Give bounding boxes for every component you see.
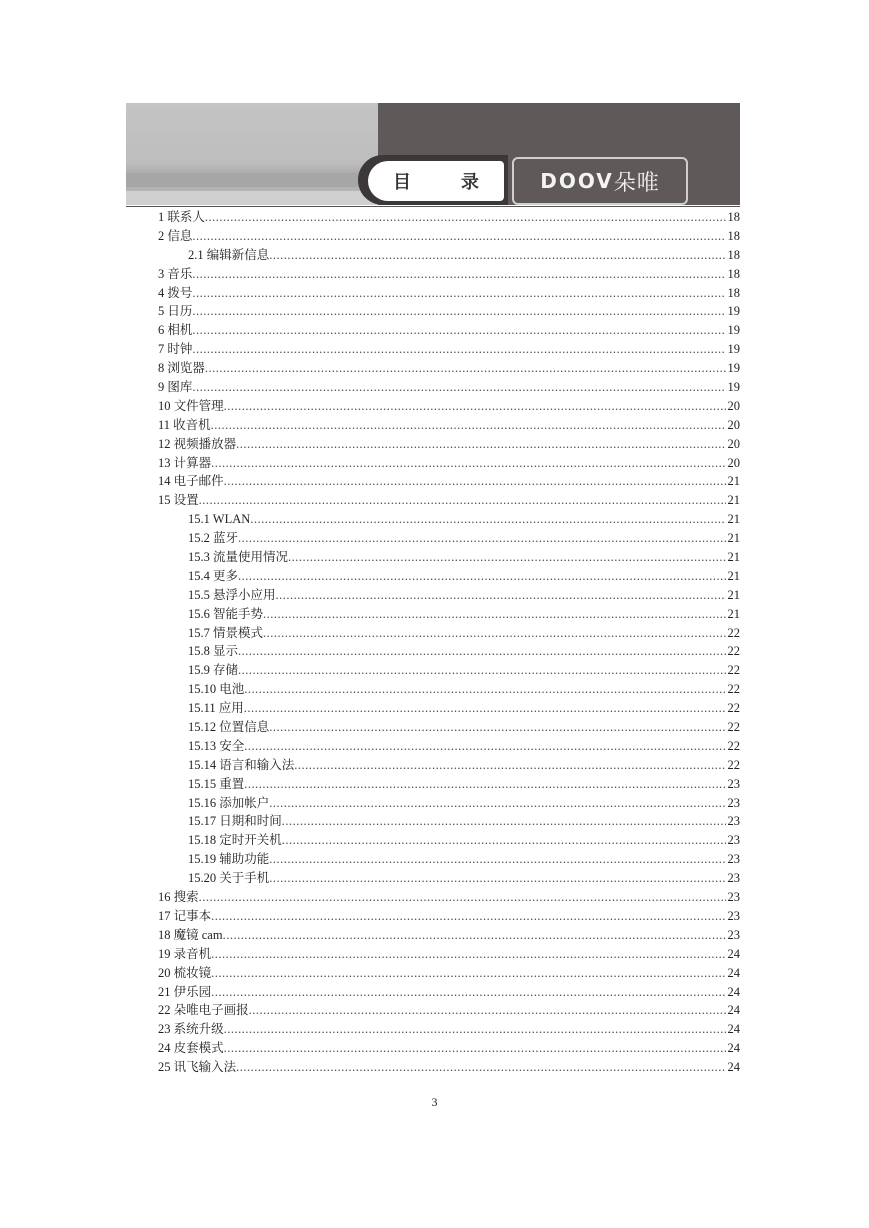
toc-leader-dots (244, 680, 725, 699)
toc-entry[interactable] (158, 907, 740, 926)
toc-entry-label: 15.13 安全 (188, 738, 245, 753)
toc-entry[interactable] (158, 718, 740, 737)
toc-entry-page: 23 (727, 814, 740, 829)
toc-entry[interactable] (158, 416, 740, 435)
toc-entry-page: 23 (727, 890, 740, 905)
toc-leader-dots (238, 642, 725, 661)
toc-entry-page: 24 (727, 946, 740, 961)
toc-entry-label: 15.12 位置信息 (188, 720, 270, 735)
toc-entry-page: 18 (727, 285, 740, 300)
toc-entry[interactable] (158, 567, 740, 586)
toc-entry[interactable] (158, 775, 740, 794)
page-title (368, 161, 504, 201)
toc-leader-dots (192, 378, 725, 397)
toc-entry-label: 15 设置 (158, 493, 199, 508)
toc-entry-label: 10 文件管理 (158, 398, 224, 413)
toc-leader-dots (192, 321, 725, 340)
toc-entry-page: 22 (727, 682, 740, 697)
toc-entry[interactable] (158, 510, 740, 529)
toc-entry[interactable] (158, 737, 740, 756)
toc-entry-label: 1 联系人 (158, 209, 205, 224)
toc-entry[interactable] (158, 321, 740, 340)
toc-leader-dots (192, 340, 725, 359)
toc-leader-dots (236, 435, 725, 454)
toc-leader-dots (282, 831, 726, 850)
toc-entry-page: 21 (727, 531, 740, 546)
toc-entry-page: 19 (727, 380, 740, 394)
toc-entry[interactable] (158, 964, 740, 983)
toc-entry-label: 16 搜索 (158, 890, 199, 905)
brand-latin: DOOV (540, 169, 614, 193)
toc-entry[interactable] (158, 359, 740, 378)
toc-entry-page: 19 (727, 361, 740, 376)
toc-entry[interactable] (158, 435, 740, 454)
toc-entry-page: 22 (727, 738, 740, 753)
toc-entry[interactable] (158, 1039, 740, 1058)
toc-leader-dots (269, 794, 725, 813)
toc-leader-dots (224, 1039, 726, 1058)
toc-entry-page: 24 (727, 1060, 740, 1075)
toc-entry[interactable] (158, 472, 740, 491)
toc-entry-label: 12 视频播放器 (158, 436, 237, 451)
toc-leader-dots (263, 624, 725, 643)
toc-leader-dots (211, 907, 725, 926)
toc-leader-dots (238, 661, 725, 680)
toc-entry-page: 24 (727, 1041, 740, 1056)
toc-leader-dots (269, 850, 725, 869)
toc-entry-label: 2 信息 (158, 228, 193, 243)
toc-entry[interactable] (158, 661, 740, 680)
brand-cn: 朵唯 (613, 170, 660, 196)
toc-leader-dots (211, 945, 725, 964)
toc-entry-page: 18 (727, 228, 740, 243)
toc-entry[interactable] (158, 208, 740, 227)
toc-entry-page: 19 (727, 342, 740, 357)
toc-leader-dots (250, 510, 725, 529)
toc-leader-dots (269, 246, 725, 265)
toc-entry-label: 15.16 添加帐户 (188, 795, 270, 810)
toc-leader-dots (244, 775, 725, 794)
toc-entry-label: 15.11 应用 (188, 701, 244, 716)
toc-entry-label: 22 朵唯电子画报 (158, 1003, 249, 1018)
toc-entry[interactable] (158, 945, 740, 964)
header-rule (126, 206, 740, 207)
toc-entry-page: 23 (727, 871, 740, 886)
toc-entry-page: 20 (727, 436, 740, 451)
toc-entry[interactable] (158, 850, 740, 869)
toc-leader-dots (192, 265, 725, 284)
toc-entry-label: 18 魔镜 cam (158, 927, 223, 942)
toc-entry[interactable] (158, 642, 740, 661)
toc-entry-label: 20 梳妆镜 (158, 965, 212, 980)
toc-leader-dots (244, 699, 726, 718)
toc-entry-page: 24 (727, 965, 740, 980)
toc-entry-label: 24 皮套模式 (158, 1041, 224, 1056)
toc-entry-label: 15.5 悬浮小应用 (188, 587, 276, 602)
toc-entry-label: 7 时钟 (158, 342, 193, 357)
toc-leader-dots (249, 1001, 726, 1020)
toc-leader-dots (192, 284, 725, 303)
toc-leader-dots (192, 227, 725, 246)
toc-leader-dots (224, 1020, 726, 1039)
toc-entry-page: 21 (727, 512, 740, 527)
toc-entry-label: 15.14 语言和输入法 (188, 757, 295, 772)
toc-entry-page: 20 (727, 398, 740, 413)
toc-leader-dots (199, 491, 726, 510)
toc-entry-page: 18 (727, 209, 740, 224)
toc-entry-page: 21 (727, 587, 740, 602)
toc-entry[interactable] (158, 227, 740, 246)
toc-entry-label: 15.19 辅助功能 (188, 852, 270, 867)
toc-entry-label: 15.8 显示 (188, 644, 239, 659)
toc-entry[interactable] (158, 284, 740, 303)
toc-entry-page: 23 (727, 927, 740, 942)
toc-entry[interactable] (158, 529, 740, 548)
toc-entry-page: 22 (727, 625, 740, 640)
title-char: 目 (393, 172, 411, 193)
header-banner (126, 103, 740, 205)
toc-entry-label: 8 浏览器 (158, 361, 205, 376)
toc-entry[interactable] (158, 756, 740, 775)
toc-entry-page: 22 (727, 701, 740, 716)
toc-entry-label: 15.1 WLAN (188, 512, 251, 527)
toc-entry-label: 19 录音机 (158, 946, 212, 961)
brand-logo (512, 157, 688, 205)
toc-leader-dots (276, 586, 726, 605)
toc-entry-label: 15.20 关于手机 (188, 871, 270, 886)
toc-entry-label: 2.1 编辑新信息 (188, 247, 270, 262)
toc-entry-page: 19 (727, 323, 740, 338)
toc-entry[interactable] (158, 586, 740, 605)
toc-entry-page: 19 (727, 304, 740, 319)
table-of-contents (158, 208, 740, 1077)
toc-entry-page: 24 (727, 1022, 740, 1037)
toc-leader-dots (223, 926, 726, 945)
toc-leader-dots (224, 397, 726, 416)
toc-entry-page: 23 (727, 908, 740, 923)
toc-entry-label: 15.6 智能手势 (188, 606, 264, 621)
toc-leader-dots (236, 1058, 725, 1077)
toc-leader-dots (244, 737, 725, 756)
toc-entry-page: 20 (727, 417, 740, 432)
toc-entry-page: 24 (727, 1003, 740, 1018)
toc-leader-dots (269, 718, 725, 737)
toc-leader-dots (294, 756, 725, 775)
toc-entry[interactable] (158, 491, 740, 510)
toc-leader-dots (269, 869, 725, 888)
toc-leader-dots (211, 416, 726, 435)
toc-entry-page: 23 (727, 776, 740, 791)
toc-entry-page: 20 (727, 455, 740, 470)
toc-entry[interactable] (158, 302, 740, 321)
toc-entry[interactable] (158, 454, 740, 473)
toc-entry[interactable] (158, 624, 740, 643)
toc-leader-dots (224, 472, 726, 491)
toc-entry[interactable] (158, 831, 740, 850)
toc-entry[interactable] (158, 605, 740, 624)
page-number: 3 (431, 1095, 438, 1109)
toc-entry-label: 3 音乐 (158, 266, 193, 281)
toc-entry-page: 21 (727, 493, 740, 508)
toc-entry-page: 22 (727, 720, 740, 735)
toc-entry-label: 15.17 日期和时间 (188, 814, 282, 829)
toc-entry-page: 21 (727, 474, 740, 489)
toc-entry-page: 21 (727, 550, 740, 565)
toc-entry[interactable] (158, 794, 740, 813)
toc-entry[interactable] (158, 1058, 740, 1077)
toc-entry-label: 5 日历 (158, 304, 193, 319)
toc-entry-page: 23 (727, 795, 740, 810)
toc-entry-label: 25 讯飞输入法 (158, 1060, 237, 1075)
toc-leader-dots (192, 302, 725, 321)
toc-entry-label: 15.4 更多 (188, 568, 239, 583)
toc-entry[interactable] (158, 1020, 740, 1039)
toc-leader-dots (211, 454, 725, 473)
toc-entry[interactable] (158, 869, 740, 888)
toc-entry-page: 22 (727, 663, 740, 678)
toc-entry-label: 15.15 重置 (188, 776, 245, 791)
banner-stripe (126, 191, 378, 205)
toc-leader-dots (238, 529, 725, 548)
title-char: 录 (461, 172, 479, 193)
toc-entry-label: 15.3 流量使用情况 (188, 550, 289, 565)
toc-entry-page: 18 (727, 247, 740, 262)
toc-entry[interactable] (158, 265, 740, 284)
toc-entry[interactable] (158, 246, 740, 265)
toc-entry-label: 23 系统升级 (158, 1022, 224, 1037)
banner-stripe (126, 173, 378, 187)
toc-entry-page: 22 (727, 757, 740, 772)
toc-entry-label: 15.10 电池 (188, 682, 245, 697)
toc-entry-label: 15.18 定时开关机 (188, 833, 282, 848)
toc-entry[interactable] (158, 1001, 740, 1020)
toc-leader-dots (263, 605, 725, 624)
toc-entry-label: 6 相机 (158, 323, 193, 338)
toc-entry-label: 15.7 情景模式 (188, 625, 264, 640)
toc-entry[interactable] (158, 926, 740, 945)
toc-entry-page: 23 (727, 833, 740, 848)
toc-entry-label: 4 拨号 (158, 285, 193, 300)
toc-entry[interactable] (158, 548, 740, 567)
toc-entry-label: 11 收音机 (158, 417, 211, 432)
toc-leader-dots (205, 359, 726, 378)
toc-leader-dots (282, 812, 726, 831)
toc-entry-page: 21 (727, 568, 740, 583)
toc-leader-dots (211, 983, 725, 1002)
toc-entry-label: 15.9 存储 (188, 663, 239, 678)
toc-entry-page: 24 (727, 984, 740, 999)
toc-entry[interactable] (158, 699, 740, 718)
toc-entry-label: 13 计算器 (158, 455, 212, 470)
toc-leader-dots (205, 208, 726, 227)
toc-entry-page: 23 (727, 852, 740, 867)
toc-entry-label: 15.2 蓝牙 (188, 531, 239, 546)
toc-entry-label: 17 记事本 (158, 908, 212, 923)
toc-entry[interactable] (158, 680, 740, 699)
toc-leader-dots (238, 567, 725, 586)
toc-leader-dots (288, 548, 725, 567)
toc-entry[interactable] (158, 397, 740, 416)
toc-entry-page: 22 (727, 644, 740, 659)
toc-entry-page: 18 (727, 266, 740, 281)
toc-entry[interactable] (158, 888, 740, 907)
toc-entry[interactable] (158, 813, 740, 832)
toc-leader-dots (199, 888, 726, 907)
toc-entry-page: 21 (727, 606, 740, 621)
toc-leader-dots (211, 964, 725, 983)
toc-entry-label: 9 图库 (158, 380, 193, 394)
toc-entry-label: 14 电子邮件 (158, 474, 224, 489)
toc-entry-label: 21 伊乐园 (158, 984, 212, 999)
toc-entry[interactable] (158, 340, 740, 359)
banner-left-panel (126, 103, 378, 205)
toc-entry[interactable] (158, 983, 740, 1002)
toc-entry[interactable] (158, 378, 740, 397)
